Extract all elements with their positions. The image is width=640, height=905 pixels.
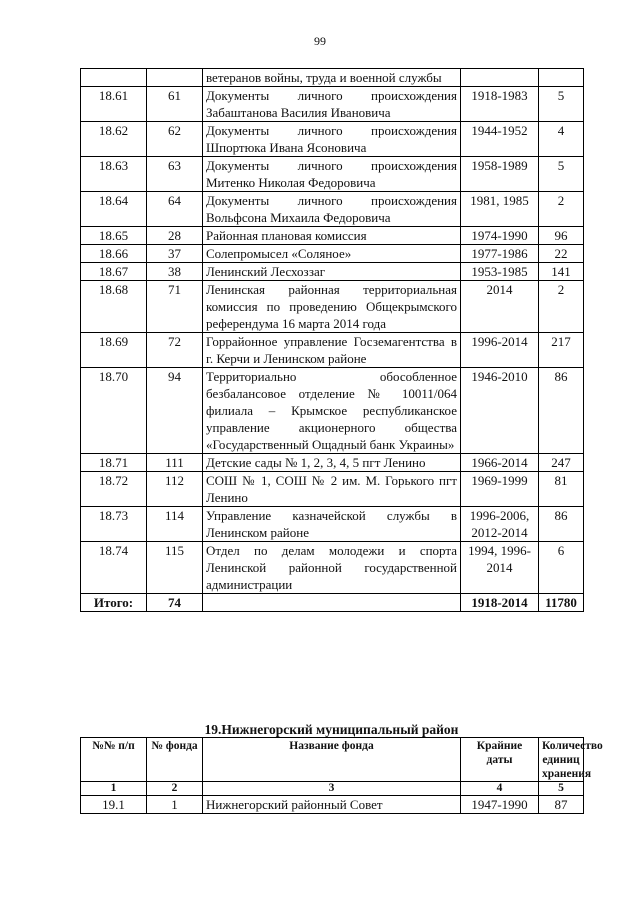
storage-units: 217 (539, 333, 584, 368)
table-row (81, 333, 584, 368)
header-storage-units: Количество единиц хранения (539, 738, 584, 782)
table-row (81, 472, 584, 507)
row-number: 18.71 (81, 454, 147, 472)
fund-name: Детские сады № 1, 2, 3, 4, 5 пгт Ленино (203, 454, 461, 472)
header-row-number: №№ п/п (81, 738, 147, 782)
row-number: 18.68 (81, 281, 147, 333)
table-row (81, 157, 584, 192)
storage-units: 247 (539, 454, 584, 472)
storage-units: 81 (539, 472, 584, 507)
fund-number: 28 (147, 227, 203, 245)
fund-number: 62 (147, 122, 203, 157)
row-number: 18.61 (81, 87, 147, 122)
row-number: 18.69 (81, 333, 147, 368)
header-row (81, 738, 584, 782)
table-row (81, 454, 584, 472)
fund-name: СОШ № 1, СОШ № 2 им. М. Горького пгт Ленино (203, 472, 461, 507)
storage-units: 22 (539, 245, 584, 263)
table-row (81, 227, 584, 245)
fund-name: Нижнегорский районный Совет (203, 796, 461, 814)
header-fund-number: № фонда (147, 738, 203, 782)
section-fund-table (80, 737, 603, 814)
date-range: 1996-2014 (461, 333, 539, 368)
storage-units: 5 (539, 87, 584, 122)
storage-units: 2 (539, 192, 584, 227)
fund-name: Документы личного происхождения Вольфсона Михаила Федоровича (203, 192, 461, 227)
section-table-body (81, 738, 603, 814)
row-number: 18.67 (81, 263, 147, 281)
fund-number: 38 (147, 263, 203, 281)
row-number: 18.73 (81, 507, 147, 542)
table-row (81, 542, 584, 594)
table-row (81, 368, 584, 454)
date-range: 1918-1983 (461, 87, 539, 122)
fund-number (147, 69, 203, 87)
storage-units: 86 (539, 507, 584, 542)
table-row (81, 69, 584, 87)
fund-number: 112 (147, 472, 203, 507)
column-number-row (81, 782, 584, 796)
date-range: 1958-1989 (461, 157, 539, 192)
fund-name: Солепромысел «Соляное» (203, 245, 461, 263)
date-range: 1966-2014 (461, 454, 539, 472)
fund-number: 114 (147, 507, 203, 542)
total-date-range: 1918-2014 (461, 594, 539, 612)
fund-number: 94 (147, 368, 203, 454)
fund-name: Ленинский Лесхоззаг (203, 263, 461, 281)
fund-number: 115 (147, 542, 203, 594)
storage-units: 96 (539, 227, 584, 245)
fund-name: Горрайонное управление Госземагентства в г. Керчи и Ленинском районе (203, 333, 461, 368)
fund-number: 71 (147, 281, 203, 333)
page-number: 99 (314, 34, 326, 48)
table-row (81, 192, 584, 227)
table-row (81, 87, 584, 122)
storage-units: 5 (539, 157, 584, 192)
header-fund-name: Название фонда (203, 738, 461, 782)
fund-name: Районная плановая комиссия (203, 227, 461, 245)
table-row (81, 796, 584, 814)
column-number: 1 (81, 782, 147, 796)
row-number: 18.63 (81, 157, 147, 192)
column-number: 3 (203, 782, 461, 796)
storage-units: 4 (539, 122, 584, 157)
date-range: 1944-1952 (461, 122, 539, 157)
total-row (81, 594, 584, 612)
date-range (461, 69, 539, 87)
date-range: 1974-1990 (461, 227, 539, 245)
table-row (81, 122, 584, 157)
row-number: 18.66 (81, 245, 147, 263)
fund-name: Ленинская районная территориальная комиссия по проведению Общекрымского референдума 16 марта 2014 года (203, 281, 461, 333)
date-range: 1994, 1996-2014 (461, 542, 539, 594)
date-range: 1969-1999 (461, 472, 539, 507)
fund-number: 111 (147, 454, 203, 472)
fund-table (80, 68, 584, 612)
fund-name: Документы личного происхождения Забаштанова Василия Ивановича (203, 87, 461, 122)
fund-table-body (81, 69, 584, 612)
total-label: Итого: (81, 594, 147, 612)
fund-name: Документы личного происхождения Митенко Николая Федоровича (203, 157, 461, 192)
row-number (81, 69, 147, 87)
fund-number: 64 (147, 192, 203, 227)
fund-name: Управление казначейской службы в Ленинском районе (203, 507, 461, 542)
fund-number: 72 (147, 333, 203, 368)
table-row (81, 281, 584, 333)
storage-units (539, 69, 584, 87)
row-number: 19.1 (81, 796, 147, 814)
row-number: 18.62 (81, 122, 147, 157)
total-fund-count: 74 (147, 594, 203, 612)
storage-units: 86 (539, 368, 584, 454)
row-number: 18.65 (81, 227, 147, 245)
storage-units: 6 (539, 542, 584, 594)
header-date-range: Крайние даты (461, 738, 539, 782)
date-range: 1946-2010 (461, 368, 539, 454)
column-number: 4 (461, 782, 539, 796)
date-range: 1996-2006, 2012-2014 (461, 507, 539, 542)
fund-name: ветеранов войны, труда и военной службы (203, 69, 461, 87)
fund-name: Территориально обособленное безбалансовое отделение № 10011/064 филиала – Крымское республиканское управление акционерного общества «Государственный Ощадный банк Украины» (203, 368, 461, 454)
table-row (81, 263, 584, 281)
table-row (81, 245, 584, 263)
fund-name: Документы личного происхождения Шпортюка Ивана Ясоновича (203, 122, 461, 157)
date-range: 2014 (461, 281, 539, 333)
row-number: 18.74 (81, 542, 147, 594)
storage-units: 87 (539, 796, 584, 814)
storage-units: 141 (539, 263, 584, 281)
column-number: 5 (539, 782, 584, 796)
date-range: 1981, 1985 (461, 192, 539, 227)
date-range: 1947-1990 (461, 796, 539, 814)
total-storage-units: 11780 (539, 594, 584, 612)
column-number: 2 (147, 782, 203, 796)
fund-number: 63 (147, 157, 203, 192)
fund-number: 61 (147, 87, 203, 122)
date-range: 1977-1986 (461, 245, 539, 263)
fund-number: 1 (147, 796, 203, 814)
table-row (81, 507, 584, 542)
total-empty-cell (203, 594, 461, 612)
row-number: 18.72 (81, 472, 147, 507)
date-range: 1953-1985 (461, 263, 539, 281)
section-title: 19.Нижнегорский муниципальный район (204, 722, 459, 737)
fund-number: 37 (147, 245, 203, 263)
row-number: 18.70 (81, 368, 147, 454)
storage-units: 2 (539, 281, 584, 333)
fund-name: Отдел по делам молодежи и спорта Ленинской районной государственной администрации (203, 542, 461, 594)
row-number: 18.64 (81, 192, 147, 227)
